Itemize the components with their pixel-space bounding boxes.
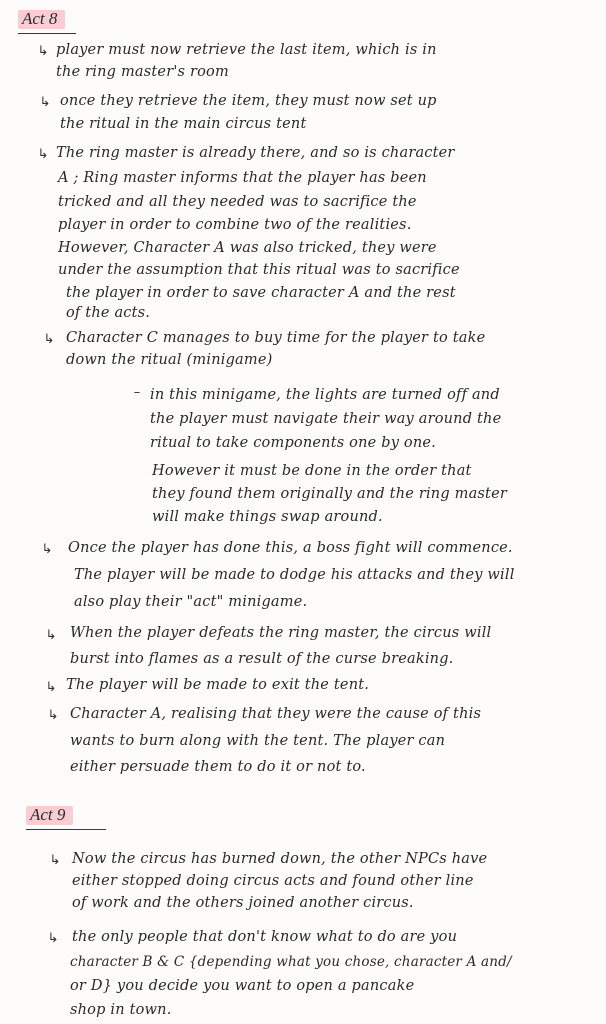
note-line: Once the player has done this, a boss fight will commence.	[68, 540, 513, 556]
note-line: player in order to combine two of the realities.	[58, 217, 412, 233]
note-line: or D} you decide you want to open a pancake	[70, 978, 415, 994]
arrow-bullet-icon: ↳	[37, 44, 49, 59]
note-line: the player in order to save character A and the rest	[66, 285, 456, 301]
note-line: player must now retrieve the last item, which is in	[56, 42, 437, 58]
arrow-bullet-icon: ↳	[47, 708, 59, 723]
note-line: in this minigame, the lights are turned off and	[150, 387, 500, 403]
note-line: Character A, realising that they were the cause of this	[70, 706, 482, 722]
note-line: character B & C {depending what you chose, character A and/	[70, 954, 512, 970]
act-8-underline	[18, 33, 76, 34]
note-line: When the player defeats the ring master, the circus will	[70, 625, 492, 641]
arrow-bullet-icon: ↳	[43, 332, 55, 347]
arrow-bullet-icon: ↳	[47, 931, 59, 946]
note-line: Now the circus has burned down, the other NPCs have	[72, 851, 488, 867]
arrow-bullet-icon: ↳	[45, 680, 57, 695]
arrow-bullet-icon: ↳	[41, 542, 53, 557]
arrow-bullet-icon: ↳	[49, 853, 61, 868]
note-line: either persuade them to do it or not to.	[70, 759, 366, 775]
note-line: of work and the others joined another circus.	[72, 895, 414, 911]
note-line: also play their "act" minigame.	[74, 594, 308, 610]
note-line: tricked and all they needed was to sacrifice the	[58, 194, 417, 210]
note-line: The ring master is already there, and so is character	[56, 145, 455, 161]
note-line: down the ritual (minigame)	[66, 352, 273, 368]
note-line: the player must navigate their way around the	[150, 411, 502, 427]
note-line: the ring master's room	[56, 64, 229, 80]
act-9-underline	[26, 829, 106, 830]
note-line: The player will be made to dodge his attacks and they will	[74, 567, 515, 583]
note-line: once they retrieve the item, they must now set up	[60, 93, 437, 109]
note-line: However it must be done in the order that	[152, 463, 472, 479]
note-line: under the assumption that this ritual was to sacrifice	[58, 262, 460, 278]
note-line: the only people that don't know what to do are you	[72, 929, 458, 945]
note-line: Character C manages to buy time for the player to take	[66, 330, 486, 346]
note-line: either stopped doing circus acts and found other line	[72, 873, 474, 889]
note-line: A ; Ring master informs that the player has been	[58, 170, 427, 186]
note-line: of the acts.	[66, 305, 151, 321]
arrow-bullet-icon: ↳	[37, 147, 49, 162]
note-line: The player will be made to exit the tent.	[66, 677, 370, 693]
act-8-heading: Act 8	[18, 6, 65, 32]
note-line: shop in town.	[70, 1002, 172, 1018]
note-line: will make things swap around.	[152, 509, 383, 525]
note-line: ritual to take components one by one.	[150, 435, 436, 451]
act-9-heading: Act 9	[26, 802, 73, 828]
dash-bullet-icon: –	[133, 385, 141, 400]
note-line: burst into flames as a result of the curse breaking.	[70, 651, 454, 667]
note-line: the ritual in the main circus tent	[60, 116, 307, 132]
arrow-bullet-icon: ↳	[39, 95, 51, 110]
note-line: However, Character A was also tricked, they were	[58, 240, 437, 256]
arrow-bullet-icon: ↳	[45, 628, 57, 643]
note-line: wants to burn along with the tent. The player can	[70, 733, 446, 749]
note-line: they found them originally and the ring master	[152, 486, 507, 502]
